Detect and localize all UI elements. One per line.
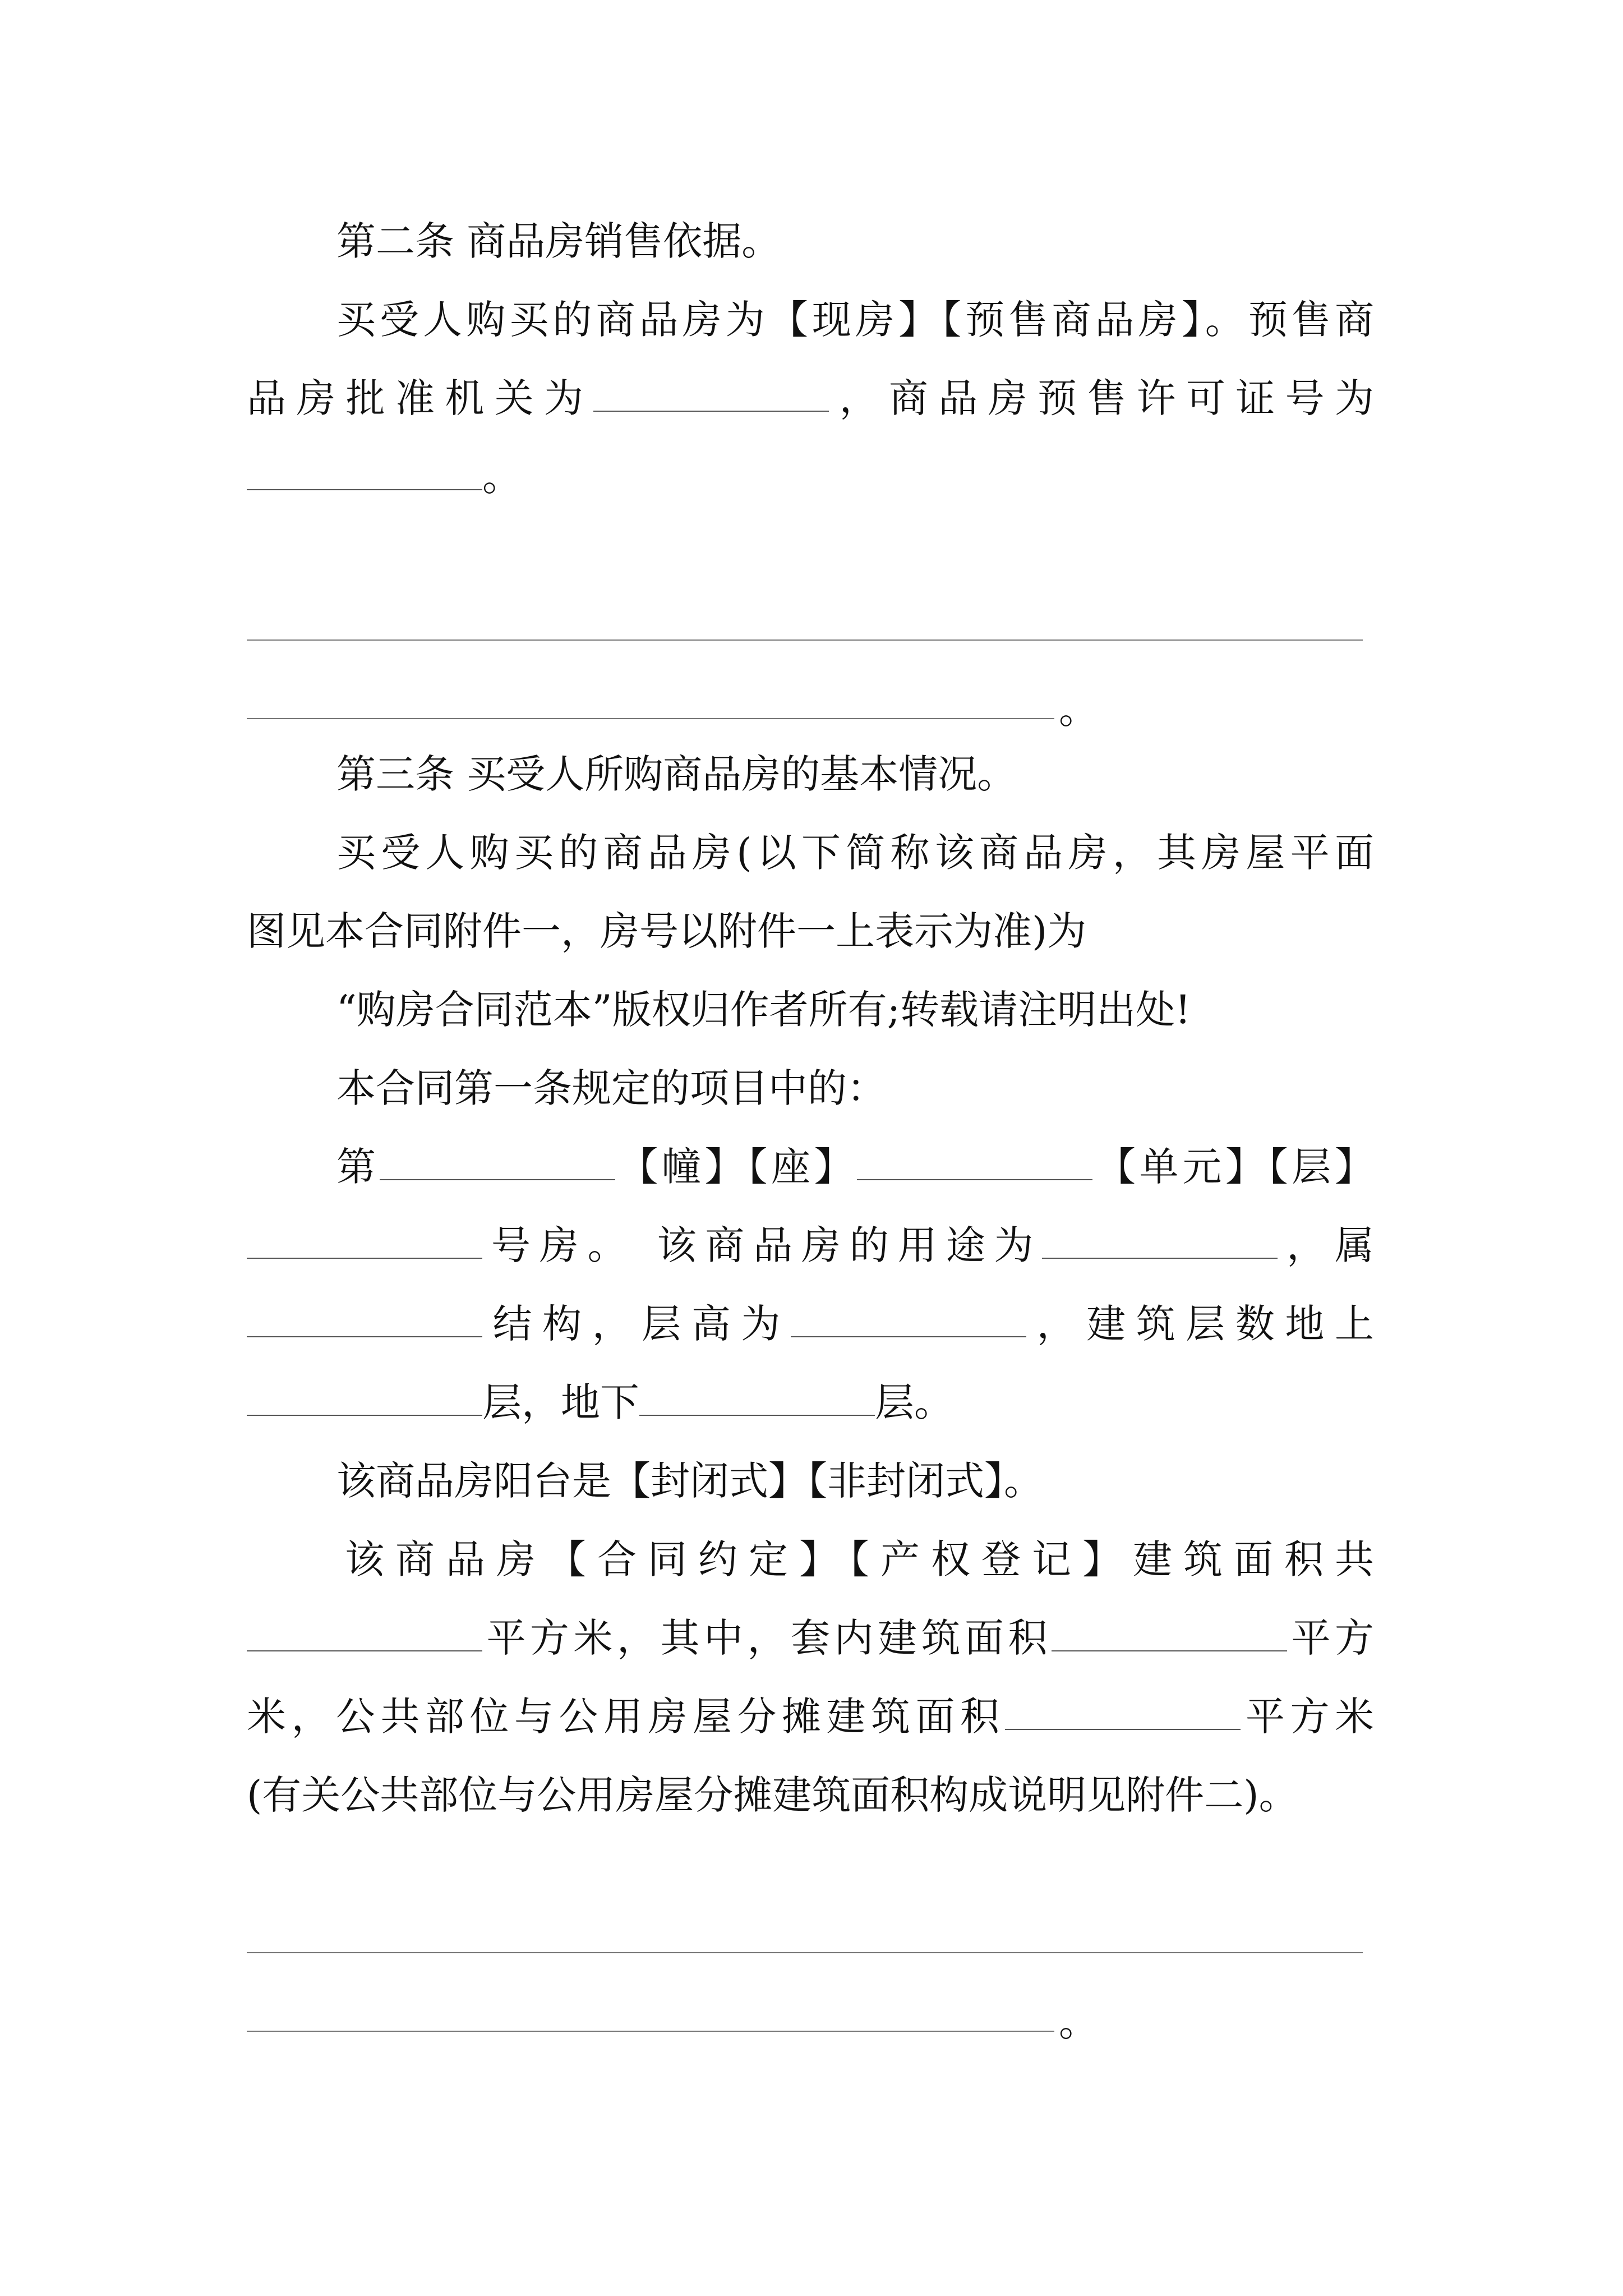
usage-blank[interactable]: [1042, 1218, 1278, 1259]
unit-number-blank[interactable]: [857, 1140, 1092, 1180]
shared-area-blank[interactable]: [1005, 1690, 1241, 1730]
article-3-heading: 第三条 买受人所购商品房的基本情况。: [336, 751, 1017, 797]
floors-above-blank[interactable]: [247, 1375, 482, 1416]
building-number-blank[interactable]: [380, 1140, 615, 1180]
approval-authority-blank[interactable]: [593, 371, 829, 412]
end-period: 。: [1059, 1999, 1098, 2045]
article-3-para-1: 买受人购买的商品房(以下简称该商品房，其房屋平面: [336, 830, 1374, 876]
fill-in-rule[interactable]: [247, 718, 1054, 719]
fill-in-rule[interactable]: [247, 1952, 1363, 1953]
floors-below-blank[interactable]: [639, 1375, 875, 1416]
article-3-para-2: 图见本合同附件一，房号以附件一上表示为准)为: [247, 908, 1087, 954]
fill-in-rule[interactable]: [247, 639, 1363, 641]
structure-line: 结构，层高为 ，建筑层数地上: [247, 1296, 1374, 1352]
inner-area-blank[interactable]: [1052, 1611, 1287, 1651]
unit-line: 第 【幢】【座】 【单元】【层】: [247, 1139, 1374, 1195]
total-area-blank[interactable]: [247, 1611, 482, 1651]
floor-height-blank[interactable]: [791, 1297, 1026, 1337]
copyright-notice: “购房合同范本”版权归作者所有;转载请注明出处!: [336, 987, 1191, 1033]
article-2-line-2: 品房批准机关为 ，商品房预售许可证号为: [247, 370, 1374, 426]
fill-in-rule[interactable]: [247, 2031, 1054, 2032]
document-page: [247, 0, 1374, 2296]
article-3-para-3: 本合同第一条规定的项目中的：: [336, 1065, 886, 1111]
area-line-4: (有关公共部位与公用房屋分摊建筑面积构成说明见附件二)。: [247, 1772, 1298, 1818]
article-2-line-3: 。: [247, 449, 1374, 505]
floors-line: 层，地下 层。: [247, 1374, 1374, 1430]
article-2-heading: 第二条 商品房销售依据。: [336, 218, 781, 264]
area-line-1: 该商品房【合同约定】【产权登记】建筑面积共: [345, 1536, 1374, 1582]
area-line-3: 米，公共部位与公用房屋分摊建筑面积 平方米: [247, 1688, 1374, 1745]
article-2-line-1: 买受人购买的商品房为【现房】【预售商品房】。预售商: [336, 297, 1374, 343]
balcony-line: 该商品房阳台是【封闭式】【非封闭式】。: [336, 1458, 1043, 1504]
presale-permit-blank[interactable]: [247, 450, 482, 490]
area-line-2: 平方米，其中，套内建筑面积 平方: [247, 1610, 1374, 1666]
room-number-blank[interactable]: [247, 1218, 482, 1259]
end-period: 。: [1059, 687, 1098, 733]
room-line: 号房。 该商品房的用途为 ，属: [247, 1217, 1374, 1273]
structure-blank[interactable]: [247, 1297, 482, 1337]
